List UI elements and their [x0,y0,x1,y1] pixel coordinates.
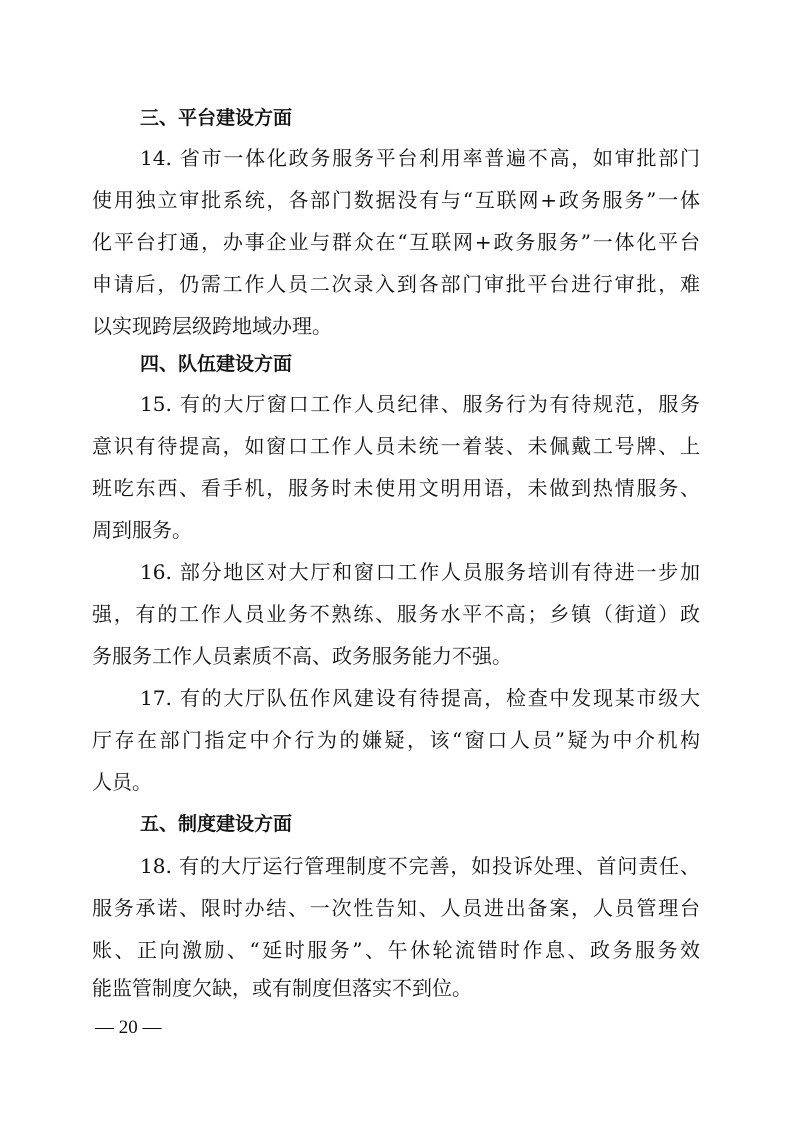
paragraph-16-line-1: 16. 部分地区对大厅和窗口工作人员服务培训有待进一步加 [140,560,700,584]
paragraph-18-line-1: 18. 有的大厅运行管理制度不完善，如投诉处理、首问责任、 [140,854,700,878]
paragraph-16-line-2: 强，有的工作人员业务不熟练、服务水平不高；乡镇（街道）政 [92,602,700,626]
paragraph-17-line-2: 厅存在部门指定中介行为的嫌疑，该“窗口人员”疑为中介机构 [92,728,700,752]
paragraph-14-line-4: 申请后，仍需工作人员二次录入到各部门审批平台进行审批，难 [92,272,700,296]
paragraph-17-line-1: 17. 有的大厅队伍作风建设有待提高，检查中发现某市级大 [140,686,700,710]
paragraph-14-line-3: 化平台打通，办事企业与群众在“互联网+政务服务”一体化平台 [92,230,700,254]
paragraph-18-line-3: 账、正向激励、“延时服务”、午休轮流错时作息、政务服务效 [92,938,700,962]
section-heading-system: 五、制度建设方面 [140,813,293,835]
paragraph-17-line-3: 人员。 [92,770,152,794]
paragraph-14-line-1: 14. 省市一体化政务服务平台利用率普遍不高，如审批部门 [140,146,700,170]
paragraph-16-line-3: 务服务工作人员素质不高、政务服务能力不强。 [92,644,512,668]
section-heading-team: 四、队伍建设方面 [140,353,293,375]
paragraph-15-line-4: 周到服务。 [92,518,192,542]
paragraph-15-line-3: 班吃东西、看手机，服务时未使用文明用语，未做到热情服务、 [92,476,700,500]
page-number: — 20 — [95,1017,162,1038]
paragraph-18-line-4: 能监管制度欠缺，或有制度但落实不到位。 [92,976,472,1000]
paragraph-15-line-1: 15. 有的大厅窗口工作人员纪律、服务行为有待规范，服务 [140,392,700,416]
paragraph-14-line-5: 以实现跨层级跨地域办理。 [92,314,332,338]
paragraph-15-line-2: 意识有待提高，如窗口工作人员未统一着装、未佩戴工号牌、上 [92,434,700,458]
paragraph-18-line-2: 服务承诺、限时办结、一次性告知、人员进出备案，人员管理台 [92,896,700,920]
section-heading-platform: 三、平台建设方面 [140,107,293,129]
paragraph-14-line-2: 使用独立审批系统，各部门数据没有与“互联网+政务服务”一体 [92,188,700,212]
